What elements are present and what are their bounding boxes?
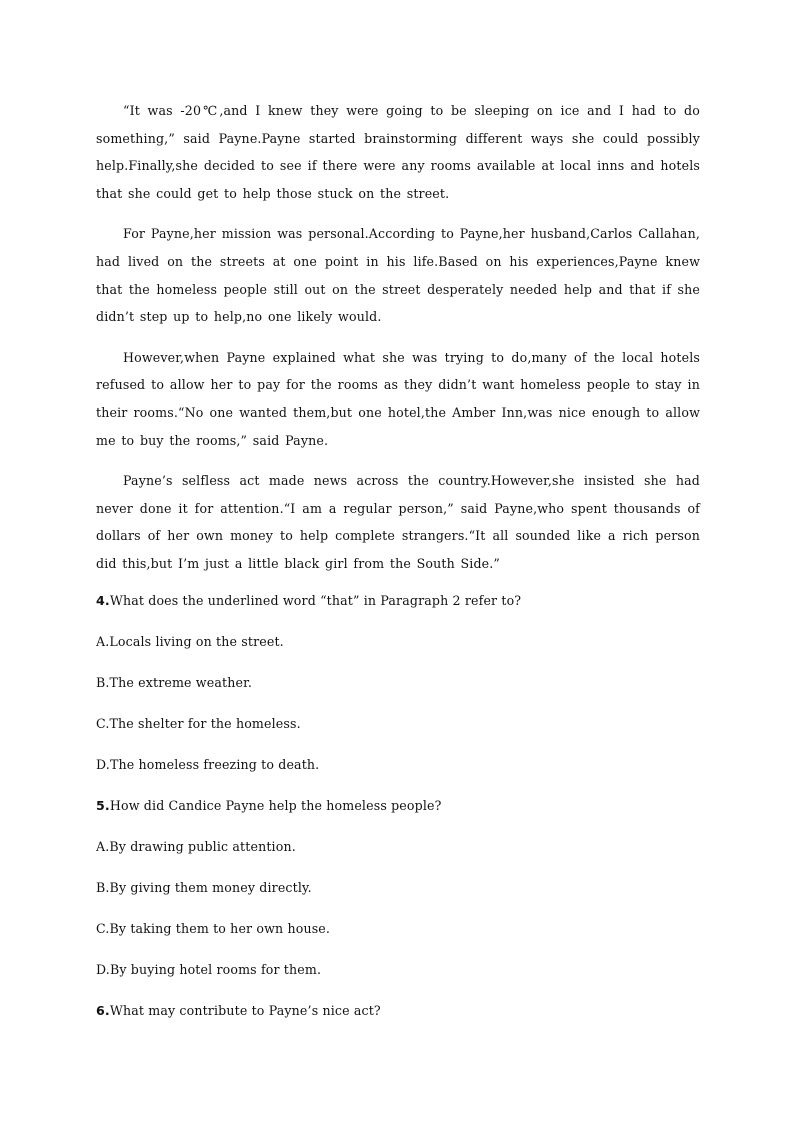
document-page <box>96 97 700 1042</box>
option-c: C.By taking them to her own house. <box>96 920 331 936</box>
question-5 <box>96 796 700 980</box>
passage-paragraph-1: “It was -20℃,and I knew they were going to be sleeping on ice and I had to do something,” said Payne.Payne started brainstorming different ways she could possibly help.Finally,she decided to see if there were any rooms available at local inns and hotels that she could get to help those stuck on the street. <box>96 103 700 201</box>
option-c: C.The shelter for the homeless. <box>96 715 301 731</box>
question-6 <box>96 1001 700 1021</box>
question-number: 4. <box>96 592 110 608</box>
question-number: 6. <box>96 1002 110 1018</box>
option-d: D.By buying hotel rooms for them. <box>96 961 322 977</box>
question-number: 5. <box>96 797 110 813</box>
question-text: How did Candice Payne help the homeless people? <box>109 797 442 813</box>
question-4 <box>96 591 700 775</box>
option-d: D.The homeless freezing to death. <box>96 756 320 772</box>
passage-paragraph-4: Payne’s selfless act made news across the country.However,she insisted she had never done it for attention.“I am a regular person,” said Payne,who spent thousands of dollars of her own money to help complete strangers.“It all sounded like a rich person did this,but I’m just a little black girl from the South Side.” <box>96 473 700 571</box>
question-text: What may contribute to Payne’s nice act? <box>109 1002 381 1018</box>
question-stem <box>96 591 700 611</box>
passage-paragraph-2: For Payne,her mission was personal.According to Payne,her husband,Carlos Callahan, had lived on the streets at one point in his life.Based on his experiences,Payne knew that the homeless people still out on the street desperately needed help and that if she didn’t step up to help,no one likely would. <box>96 226 700 325</box>
option-a: A.Locals living on the street. <box>96 633 284 649</box>
passage-paragraph-3: However,when Payne explained what she was trying to do,many of the local hotels refused to allow her to pay for the rooms as they didn’t want homeless people to stay in their rooms.“No one wanted them,but one hotel,the Amber Inn,was nice enough to allow me to buy the rooms,” said Payne. <box>96 349 700 448</box>
option-a: A.By drawing public attention. <box>96 838 296 854</box>
question-stem <box>96 796 700 816</box>
option-b: B.By giving them money directly. <box>96 879 312 895</box>
question-text: What does the underlined word “that” in Paragraph 2 refer to? <box>109 592 522 608</box>
question-stem <box>96 1001 700 1021</box>
option-b: B.The extreme weather. <box>96 674 253 690</box>
